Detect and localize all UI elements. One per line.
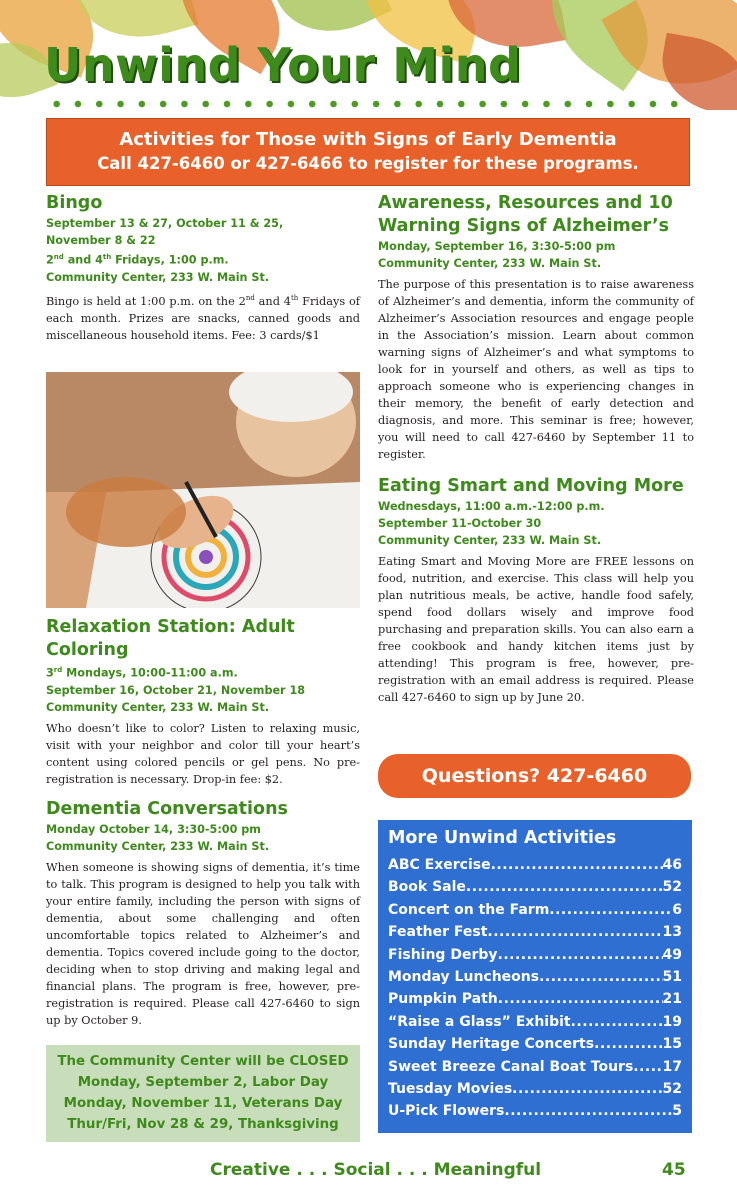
awareness-heading (378, 192, 694, 238)
activity-label: ABC Exercise (388, 857, 491, 873)
left-column (46, 192, 360, 344)
eating-description: Eating Smart and Moving More are FREE lessons on food, nutrition, and exercise. This class will help you plan nutritious meals, be active, handle food safely, spend food dollars wisely and improve food purchasing and preparation skills. You can also earn a free cookbook and handy kitchen items just by attending! This program is free, however, pre-registration with an email address is required. Please call 427-6460 to sign up by June 20. (378, 555, 694, 704)
questions-phone-button[interactable]: Questions? 427-6460 (378, 754, 691, 798)
activity-label: Fishing Derby (388, 946, 498, 963)
bingo-time-sup: nd (53, 253, 64, 261)
activity-page-number: 52 (662, 879, 682, 896)
activity-label: Concert on the Farm (388, 901, 550, 918)
dementia-description: When someone is showing signs of dementia, it’s time to talk. This program is designed to help you talk with your entire family, including the person with signs of dementia, about some challenging and often uncomfortable topics related to Alzheimer’s and dementia. Topics covered include going to the doctor, deciding when to stop driving and making legal and financial plans. The program is free, however, pre-registration is required. Please call 427-6460 to sign up by October 9. (46, 860, 360, 1027)
closure-line: The Community Center will be CLOSED (57, 1054, 349, 1069)
awareness-time: Monday, September 16, 3:30-5:00 pm (378, 240, 616, 253)
eating-dates: September 11-October 30 (378, 517, 542, 530)
dot-leader (498, 944, 663, 966)
relaxation-location: Community Center, 233 W. Main St. (46, 700, 270, 714)
bingo-body-sup: th (290, 293, 299, 302)
dot-leader (487, 921, 662, 943)
bingo-dates-line1: September 13 & 27, October 11 & 25, (46, 217, 284, 230)
activity-page-number: 6 (672, 901, 682, 918)
relaxation-time-sup: rd (53, 666, 63, 674)
dotted-divider (46, 100, 686, 108)
activity-list-item[interactable] (388, 1011, 682, 1033)
dementia-location: Community Center, 233 W. Main St. (46, 839, 270, 853)
activity-label: “Raise a Glass” Exhibit (388, 1013, 571, 1030)
coloring-photo-illustration (46, 372, 360, 608)
eating-heading: Eating Smart and Moving More (378, 476, 684, 496)
activity-list-item[interactable] (388, 966, 682, 988)
activity-page-number: 46 (662, 857, 682, 873)
activity-list-item[interactable] (388, 876, 682, 898)
activity-label: Monday Luncheons (388, 969, 540, 986)
awareness-location: Community Center, 233 W. Main St. (378, 257, 602, 270)
activity-list-item[interactable] (388, 854, 682, 876)
activity-page-number: 15 (662, 1036, 682, 1053)
activity-label: U-Pick Flowers (388, 1103, 505, 1120)
dot-leader (512, 1078, 662, 1100)
dot-leader (466, 876, 663, 898)
eating-location: Community Center, 233 W. Main St. (378, 534, 602, 547)
dot-leader (571, 1011, 663, 1033)
bingo-time-sup: th (102, 253, 112, 261)
activity-list-item[interactable] (388, 988, 682, 1010)
footer-tagline: Creative . . . Social . . . Meaningful (210, 1160, 542, 1180)
awareness-section (378, 192, 694, 463)
dementia-heading: Dementia Conversations (46, 798, 288, 819)
closure-line: Monday, September 2, Labor Day (77, 1075, 329, 1090)
bingo-body-part: Fridays of each month. Prizes are snacks, canned goods and miscellaneous household items. Fee: 3 cards/$1 (46, 294, 360, 342)
activity-page-number: 19 (662, 1013, 682, 1030)
activity-page-number: 51 (662, 969, 682, 986)
dot-leader (504, 1100, 672, 1122)
activity-list-item[interactable] (388, 921, 682, 943)
bingo-time-part: and 4 (63, 253, 103, 267)
activity-label: Book Sale (388, 879, 466, 896)
activity-label: Pumpkin Path (388, 991, 498, 1008)
relaxation-section (46, 616, 360, 788)
activity-list-item[interactable] (388, 944, 682, 966)
closure-line: Thur/Fri, Nov 28 & 29, Thanksgiving (67, 1117, 339, 1132)
dementia-details (46, 821, 360, 855)
dot-leader (594, 1033, 662, 1055)
activity-page-number: 17 (662, 1058, 682, 1075)
bingo-heading: Bingo (46, 193, 103, 213)
bingo-body-sup: nd (245, 293, 255, 302)
page-title: Unwind Your Mind (44, 38, 522, 92)
dementia-section (46, 798, 360, 1029)
dot-leader (491, 854, 663, 876)
activity-list-item[interactable] (388, 1078, 682, 1100)
dot-leader (633, 1056, 662, 1078)
dot-leader (539, 966, 662, 988)
activity-page-number: 21 (662, 991, 682, 1008)
bingo-time-part: Fridays, 1:00 p.m. (111, 253, 229, 267)
relaxation-heading: Relaxation Station: Adult Coloring (46, 617, 295, 660)
relaxation-details (46, 662, 360, 716)
relaxation-time-part: 3 (46, 666, 54, 680)
activity-page-number: 49 (662, 946, 682, 963)
relaxation-time-part: Mondays, 10:00-11:00 a.m. (62, 666, 238, 680)
activity-label: Sweet Breeze Canal Boat Tours (388, 1058, 634, 1075)
activity-list-item[interactable] (388, 899, 682, 921)
activity-list-item[interactable] (388, 1100, 682, 1122)
bingo-description (46, 290, 360, 344)
activity-page-number: 13 (662, 924, 682, 941)
more-activities-box (378, 820, 692, 1133)
bingo-section (46, 192, 360, 344)
activity-page-number: 52 (662, 1081, 682, 1098)
bingo-location: Community Center, 233 W. Main St. (46, 270, 270, 284)
bingo-body-part: and 4 (254, 294, 291, 308)
dot-leader (498, 988, 663, 1010)
more-activities-heading: More Unwind Activities (388, 828, 617, 848)
activity-list-item[interactable] (388, 1056, 682, 1078)
activity-label: Sunday Heritage Concerts (388, 1036, 595, 1053)
activity-page-number: 5 (672, 1103, 682, 1120)
more-activities-list (388, 854, 682, 1123)
activity-label: Feather Fest (388, 924, 488, 941)
activity-label: Tuesday Movies (388, 1081, 513, 1098)
bingo-body-part: Bingo is held at 1:00 p.m. on the 2 (46, 294, 246, 308)
banner-subtitle: Call 427-6460 or 427-6466 to register for these programs. (97, 154, 639, 173)
bingo-dates-line2: November 8 & 22 (46, 234, 156, 247)
coloring-photo (46, 372, 360, 608)
eating-time: Wednesdays, 11:00 a.m.-12:00 p.m. (378, 500, 605, 513)
banner-title: Activities for Those with Signs of Early Dementia (119, 129, 617, 150)
right-column (378, 192, 694, 706)
closure-notice (46, 1045, 360, 1142)
header-banner (46, 118, 690, 186)
bingo-dates (46, 215, 360, 286)
relaxation-dates: September 16, October 21, November 18 (46, 683, 306, 697)
eating-section (378, 475, 694, 706)
awareness-description: The purpose of this presentation is to raise awareness of Alzheimer’s and dementia, inform the community of Alzheimer’s Association resources and engage people in the Association’s mission. Learn about common warning signs of Alzheimer’s and what symptoms to look for in yourself and others, as well as tips to approach someone who is experiencing changes in their memory, the benefit of early detection and diagnosis, and more. This seminar is free; however, you will need to call 427-6460 by September 11 to register. (378, 278, 694, 461)
eating-details (378, 498, 694, 549)
awareness-details (378, 238, 694, 272)
relaxation-description: Who doesn’t like to color? Listen to relaxing music, visit with your neighbor and color till your heart’s content using colored pencils or gel pens. No pre-registration is necessary. Drop-in fee: $2. (46, 721, 360, 786)
awareness-heading-line2: Warning Signs of Alzheimer’s (378, 216, 670, 236)
page-number: 45 (662, 1160, 686, 1180)
activity-list-item[interactable] (388, 1033, 682, 1055)
left-column-lower (46, 616, 360, 1029)
awareness-heading-line1: Awareness, Resources and 10 (378, 193, 673, 213)
dementia-time: Monday October 14, 3:30-5:00 pm (46, 822, 261, 836)
dot-leader (549, 899, 672, 921)
bingo-time-part: 2 (46, 253, 54, 267)
closure-line: Monday, November 11, Veterans Day (63, 1096, 343, 1111)
